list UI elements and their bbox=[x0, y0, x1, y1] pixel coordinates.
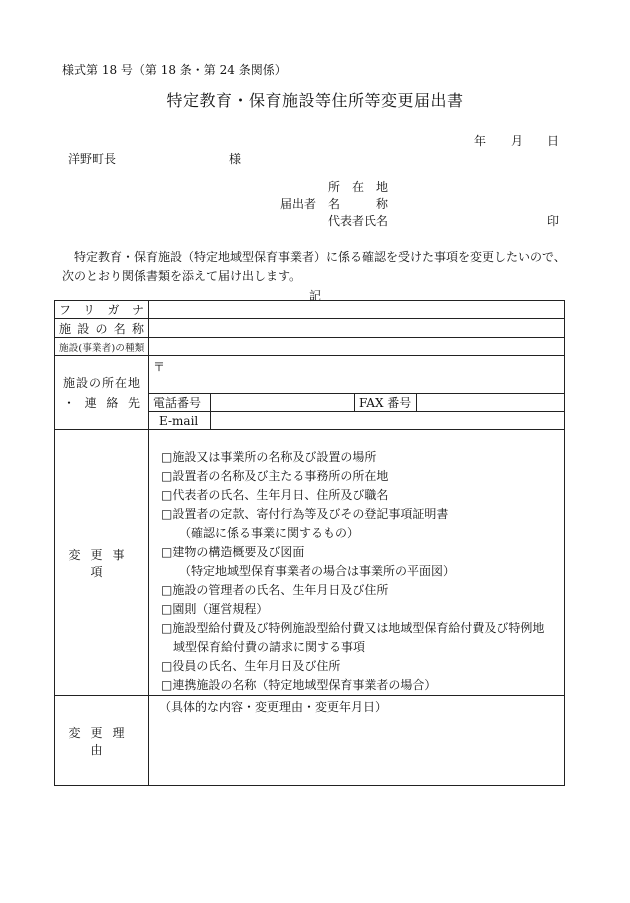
registrant-rep-label: 代表者氏名 bbox=[328, 214, 389, 228]
tel-label: 電話番号 bbox=[149, 394, 211, 412]
addressee-name: 洋野町長 bbox=[68, 152, 117, 166]
date-year: 年 bbox=[474, 134, 487, 148]
change-item[interactable]: □建物の構造概要及び図面 bbox=[161, 545, 305, 559]
location-label-line-1: 施設の所在地 bbox=[63, 375, 140, 390]
postal-mark: 〒 bbox=[153, 360, 166, 374]
date-month: 月 bbox=[511, 134, 524, 148]
change-item[interactable]: □設置者の定款、寄付行為等及びその登記事項証明書 bbox=[161, 507, 449, 521]
email-label: E-mail bbox=[149, 412, 211, 430]
fax-field[interactable] bbox=[417, 394, 565, 412]
facility-type-field[interactable] bbox=[149, 338, 565, 356]
location-label-line-2: ・連絡先 bbox=[63, 395, 140, 410]
changes-label: 変更事項 bbox=[55, 430, 149, 696]
facility-name-field[interactable] bbox=[149, 319, 565, 338]
address-field[interactable] bbox=[149, 356, 565, 394]
change-item[interactable]: □施設又は事業所の名称及び設置の場所 bbox=[161, 450, 377, 464]
registrant-address-label: 所 在 地 bbox=[328, 180, 389, 194]
seal-mark: 印 bbox=[547, 214, 560, 228]
furigana-field[interactable] bbox=[149, 301, 565, 319]
body-text: 特定教育・保育施設（特定地域型保育事業者）に係る確認を受けた事項を変更したいので、次のとおり関係書類を添えて届け出します。 bbox=[62, 250, 566, 283]
reason-label: 変更理由 bbox=[55, 696, 149, 786]
addressee-suffix: 様 bbox=[229, 152, 242, 166]
change-item-continuation: 域型保育給付費の請求に関する事項 bbox=[173, 640, 366, 654]
reason-field[interactable] bbox=[149, 696, 565, 786]
location-label bbox=[55, 356, 149, 430]
change-item[interactable]: □代表者の氏名、生年月日、住所及び職名 bbox=[161, 488, 389, 502]
form-title: 特定教育・保育施設等住所等変更届出書 bbox=[166, 91, 464, 110]
change-item[interactable]: □連携施設の名称（特定地域型保育事業者の場合） bbox=[161, 678, 437, 692]
change-item[interactable]: □設置者の名称及び主たる事務所の所在地 bbox=[161, 469, 389, 483]
facility-name-label: 施設の名称 bbox=[55, 319, 149, 338]
registrant-label: 届出者 bbox=[280, 197, 317, 211]
form-number: 様式第 18 号（第 18 条・第 24 条関係） bbox=[62, 63, 287, 77]
registrant-name-label: 名 称 bbox=[328, 197, 389, 211]
ki-mark: 記 bbox=[308, 289, 321, 303]
fax-label: FAX 番号 bbox=[355, 394, 417, 412]
furigana-label: フリガナ bbox=[55, 301, 149, 319]
form-table bbox=[54, 300, 565, 786]
change-item[interactable]: □施設型給付費及び特例施設型給付費又は地域型保育給付費及び特例地 bbox=[161, 621, 545, 635]
change-item[interactable]: □園則（運営規程） bbox=[161, 602, 269, 616]
facility-type-label: 施設(事業者)の種類 bbox=[55, 338, 149, 356]
tel-field[interactable] bbox=[211, 394, 355, 412]
changes-list bbox=[149, 430, 565, 696]
change-item[interactable]: □施設の管理者の氏名、生年月日及び住所 bbox=[161, 583, 389, 597]
reason-hint: （具体的な内容・変更理由・変更年月日） bbox=[159, 700, 388, 714]
date-day: 日 bbox=[547, 134, 560, 148]
change-item-note: （確認に係る事業に関するもの） bbox=[179, 526, 360, 540]
change-item-note: （特定地域型保育事業者の場合は事業所の平面図） bbox=[179, 564, 456, 578]
change-item[interactable]: □役員の氏名、生年月日及び住所 bbox=[161, 659, 341, 673]
email-field[interactable] bbox=[211, 412, 565, 430]
